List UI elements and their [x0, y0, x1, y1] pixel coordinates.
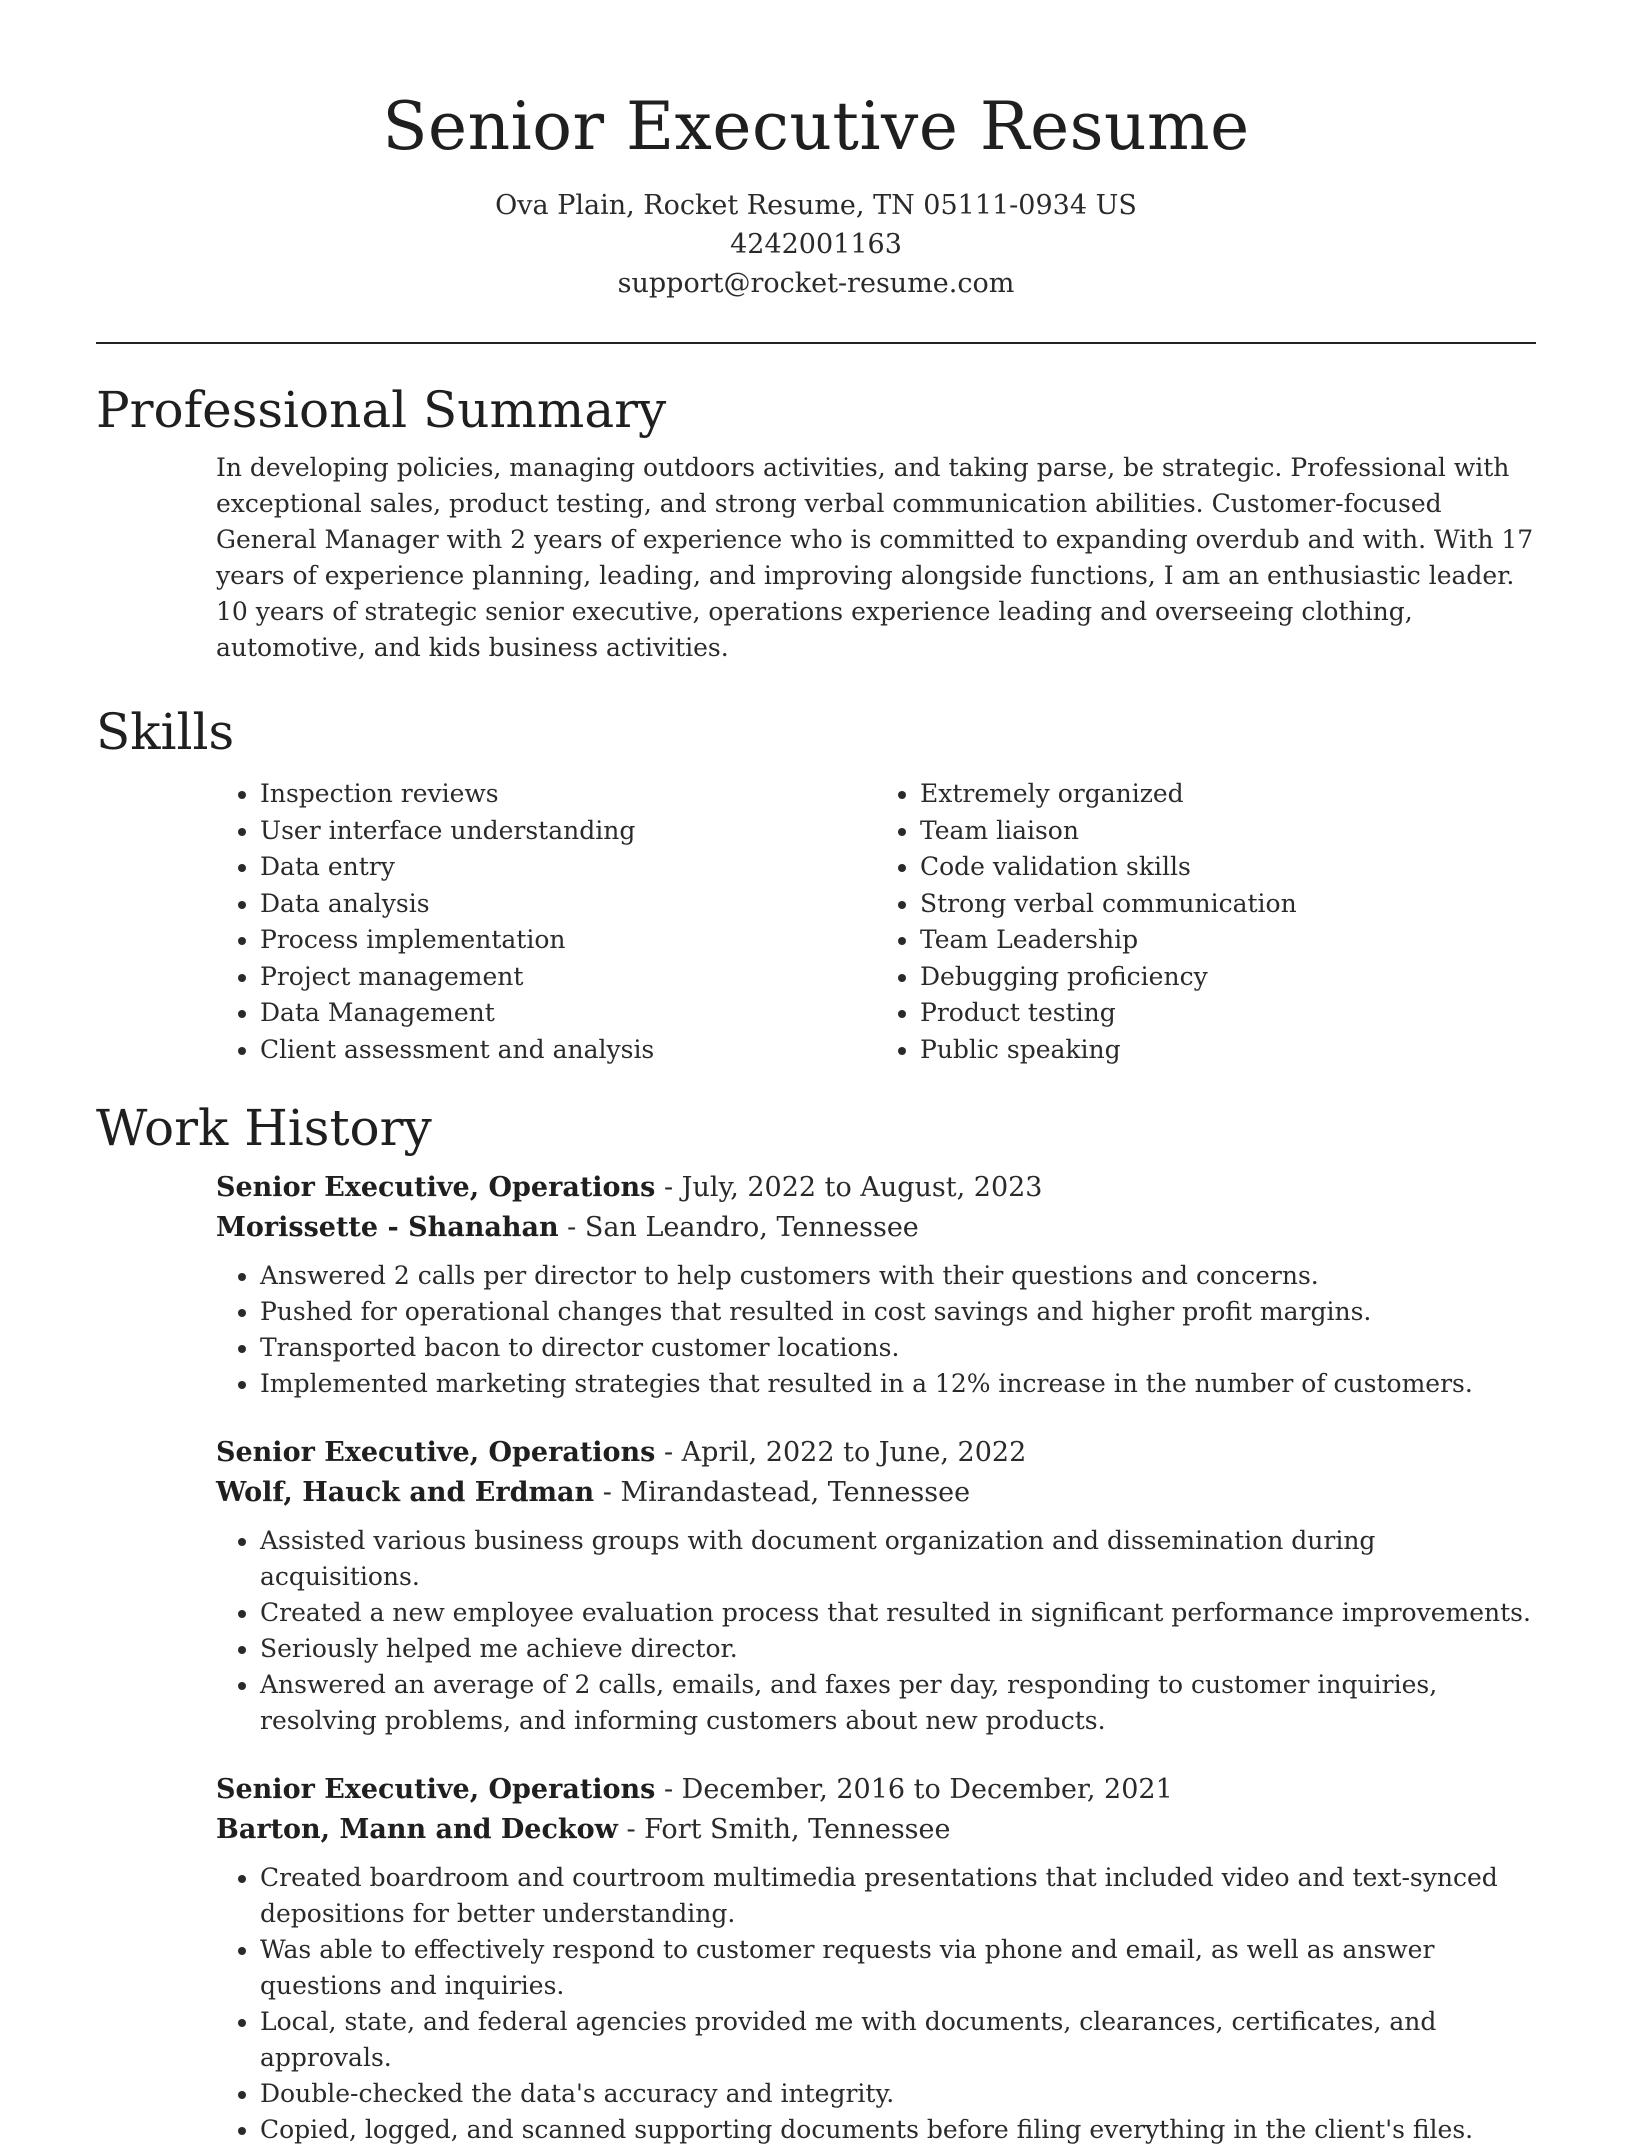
job-title-line: [216, 1433, 1536, 1473]
job-title-line: [216, 1770, 1536, 1810]
skill-item: • Debugging proficiency: [920, 959, 1536, 996]
job-bullet: • Implemented marketing strategies that resulted in a 12% increase in the number of customers.: [260, 1366, 1536, 1402]
skills-section: [96, 700, 1536, 1068]
skill-item: • Process implementation: [260, 922, 876, 959]
job-title: Senior Executive, Operations: [216, 1437, 656, 1468]
skill-item: • Team liaison: [920, 813, 1536, 850]
job-company: Barton, Mann and Deckow: [216, 1814, 618, 1845]
resume-header: [0, 0, 1632, 303]
job-bullet: • Copied, logged, and scanned supporting documents before filing everything in the client's files.: [260, 2112, 1536, 2148]
job-dates: - December, 2016 to December, 2021: [655, 1774, 1173, 1805]
job-bullet: • Created boardroom and courtroom multimedia presentations that included video and text-synced depositions for better understanding.: [260, 1860, 1536, 1932]
job-title: Senior Executive, Operations: [216, 1172, 656, 1203]
skill-item: • Public speaking: [920, 1032, 1536, 1069]
skill-item: • Code validation skills: [920, 849, 1536, 886]
summary-heading: Professional Summary: [96, 381, 667, 439]
job-company-line: [216, 1473, 1536, 1513]
job-bullet-list: [216, 1860, 1536, 2148]
job-location: - Fort Smith, Tennessee: [617, 1814, 951, 1845]
job-company-line: [216, 1810, 1536, 1850]
skill-item: • Team Leadership: [920, 922, 1536, 959]
job-bullet: • Answered an average of 2 calls, emails, and faxes per day, responding to customer inquiries, resolving problems, and informing customers about new products.: [260, 1667, 1536, 1739]
job-bullet: • Was able to effectively respond to customer requests via phone and email, as well as answer questions and inquiries.: [260, 1932, 1536, 2004]
job-bullet: • Created a new employee evaluation process that resulted in significant performance improvements.: [260, 1595, 1536, 1631]
skill-item: • Data entry: [260, 849, 876, 886]
skill-item: • Client assessment and analysis: [260, 1032, 876, 1069]
job-bullet: • Local, state, and federal agencies provided me with documents, clearances, certificates, and approvals.: [260, 2004, 1536, 2076]
work-history-heading: Work History: [96, 1099, 432, 1157]
skill-item: • User interface understanding: [260, 813, 876, 850]
job-location: - Mirandastead, Tennessee: [594, 1477, 971, 1508]
job-entry: [216, 1168, 1536, 1402]
job-bullet: • Double-checked the data's accuracy and integrity.: [260, 2076, 1536, 2112]
job-location: - San Leandro, Tennessee: [558, 1212, 919, 1243]
contact-block: [0, 186, 1632, 303]
header-divider: [96, 342, 1536, 344]
job-dates: - July, 2022 to August, 2023: [655, 1172, 1043, 1203]
contact-phone: 4242001163: [730, 229, 902, 260]
skills-grid: [216, 776, 1536, 1068]
skills-heading: Skills: [96, 703, 235, 761]
skills-list-right: [876, 776, 1536, 1068]
job-bullet: • Assisted various business groups with document organization and dissemination during acquisitions.: [260, 1523, 1536, 1595]
job-entry: [216, 1770, 1536, 2148]
summary-section: [96, 378, 1536, 666]
job-company: Morissette - Shanahan: [216, 1212, 559, 1243]
job-bullet: • Seriously helped me achieve director.: [260, 1631, 1536, 1667]
job-bullet-list: [216, 1523, 1536, 1739]
skill-item: • Strong verbal communication: [920, 886, 1536, 923]
work-history-section: [96, 1096, 1536, 2148]
job-company-line: [216, 1208, 1536, 1248]
skill-item: • Product testing: [920, 995, 1536, 1032]
job-bullet: • Pushed for operational changes that resulted in cost savings and higher profit margins.: [260, 1294, 1536, 1330]
skills-list-left: [216, 776, 876, 1068]
job-entry: [216, 1433, 1536, 1739]
contact-address: Ova Plain, Rocket Resume, TN 05111-0934 US: [495, 190, 1137, 221]
skill-item: • Extremely organized: [920, 776, 1536, 813]
contact-email: support@rocket-resume.com: [617, 268, 1015, 299]
resume-title: Senior Executive Resume: [382, 88, 1250, 165]
job-bullet: • Answered 2 calls per director to help customers with their questions and concerns.: [260, 1258, 1536, 1294]
job-dates: - April, 2022 to June, 2022: [655, 1437, 1027, 1468]
skill-item: • Data analysis: [260, 886, 876, 923]
job-title-line: [216, 1168, 1536, 1208]
job-bullet: • Transported bacon to director customer locations.: [260, 1330, 1536, 1366]
job-bullet-list: [216, 1258, 1536, 1402]
job-company: Wolf, Hauck and Erdman: [216, 1477, 595, 1508]
job-title: Senior Executive, Operations: [216, 1774, 656, 1805]
skill-item: • Project management: [260, 959, 876, 996]
summary-text: In developing policies, managing outdoors activities, and taking parse, be strategic. Professional with exceptional sales, product testing, and strong verbal communication abilities. Customer-focused General Manager with 2 years of experience who is committed to expanding overdub and with. With 17 years of experience planning, leading, and improving alongside functions, I am an enthusiastic leader. 10 years of strategic senior executive, operations experience leading and overseeing clothing, automotive, and kids business activities.: [216, 453, 1534, 662]
skill-item: • Inspection reviews: [260, 776, 876, 813]
skill-item: • Data Management: [260, 995, 876, 1032]
